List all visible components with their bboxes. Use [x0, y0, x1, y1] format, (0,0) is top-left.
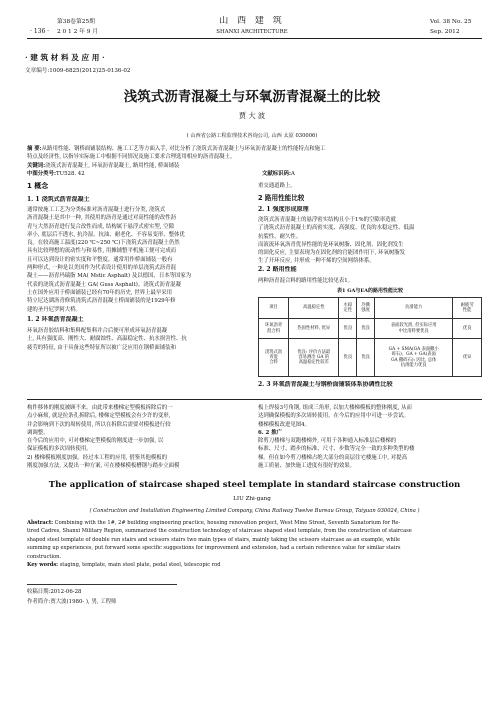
table-cell: 优良: [453, 319, 482, 339]
heading-1-1: 1. 1 浇筑式沥青混凝土: [27, 196, 90, 203]
abstract-line: 特点及经济性, 以指导实际施工中根据不同情况及施工要求合理选用相应的沥青混凝土。: [27, 154, 236, 161]
article-number: 文章编号:1009-6825(2012)25-0136-02: [25, 68, 131, 74]
table-cell: GA + SMA(GA 表面撒小 碎石)、GA + GA(表面 GA 撒碎石): 因比, 总体 抗滑能力优良: [375, 339, 453, 377]
keywords-cn: 浇筑式沥青混凝土, 环氧沥青混凝土, 路用性能, 桥面铺装: [45, 162, 180, 169]
table-cell: 表面较光滑, 但实际应用 中比清料要优良: [375, 319, 453, 339]
abstract-cn: [27, 145, 482, 170]
section-label: · 建 筑 材 料 及 应 用 ·: [25, 53, 105, 62]
table-header-cell: 高温稳定性: [289, 298, 339, 319]
received-date: 收稿日期:2012-06-28: [27, 589, 82, 595]
abstract-line: 从路用性能、钢桥面铺装结构、施工工艺等方面入手, 对比分析了浇筑式沥青混凝土与环氧沥青混凝土的性能特点和施工: [41, 146, 326, 152]
table-cell: 优良: [357, 319, 375, 339]
table-cell: 浇筑式沥 青混 合料: [259, 339, 289, 377]
table-cell: 优良: [357, 339, 375, 377]
paragraph-epoxy: 环氧沥青胶结料和集料配集料并合后便可形成环氧沥青混凝 土, 具有强度高、刚性大、耐腐蚀性、高温稳定性、抗水损害性、抗 疲劳的特征, 由于具备这些特征所以被广泛应用在钢桥面铺装和: [27, 328, 187, 351]
keywords-label: 关键词:: [27, 162, 46, 169]
author-en: LIU Zhi-gang: [233, 496, 271, 502]
date-en: Sep. 2012: [430, 29, 460, 35]
heading-1-2: 1. 2 环氧沥青混凝土: [27, 316, 84, 323]
comparison-table: [258, 297, 482, 377]
article-title-en: The application of staircase shaped steel template in standard staircase construction: [48, 480, 461, 490]
clc-number: 中图分类号:TU528. 42: [27, 171, 85, 177]
volume-issue-cn: 第38卷第25期: [57, 19, 95, 25]
article-title-cn: 浅筑式沥青混凝土与环氧沥青混凝土的比较: [123, 89, 381, 105]
heading-2-2: 2. 2 路用性能: [258, 266, 297, 273]
journal-name-en: SHANXI ARCHITECTURE: [216, 29, 288, 35]
heading-2-1: 2. 1 强度形成原理: [258, 206, 309, 213]
keywords-en-label: Key words:: [27, 562, 59, 569]
formwork-text-left: 构件移体的刚度被顾不来。由此带来楼梯定型模板拆除后的一 点小麻烦, 就是拉条孔拆除后, 楼梯定型模板会有少许的变形, 并会影响到下次的周转使用, 所以在拆除后需要对模板进行较 调调整。 在今后的应用中, 可对楼梯定型模板的刚度进一步加强, 以 保证模板的多次周转使用。 2) 楼梯模板刚度加强。经过本工程的应用, 借鉴其他模板的 刚度加强方法, 又提出一种方案, 可在楼梯模板槽钢与踏步立面模: [27, 405, 180, 470]
table-row: [259, 339, 482, 377]
article-separator: [27, 399, 482, 400]
heading-1: 1 概念: [27, 182, 49, 190]
table-header-cell: 冷撕 强度: [357, 298, 375, 319]
table-cell: 优异: [453, 339, 482, 377]
table-caption: 表1 GA与EA的路用性能比较: [336, 288, 404, 294]
header-rule: [27, 38, 482, 39]
table-cell: 环氧沥青 混合料: [259, 319, 289, 339]
document-code: 文献标识码:A: [262, 171, 295, 177]
table-row: [259, 319, 482, 339]
heading-2: 2 路用性能比较: [258, 194, 305, 202]
abstract-en: Abstract: Combining with the 1#, 2# building engineering practice, housing renovation project, West Mine Street, Seventh Sanatorium for Re- tired Cadres, Shanxi Military Region, summarized the construction technology of staircase shaped steel template, from the construction of staircase shaped steel template of double run stairs and scissors stairs two main types of stairs, mainly taking the scissors staircase as an example, while summing up experiences, put forward some specific suggestions for improvement and extension, had a certain reference value for similar stairs construction. Key words: staging, template, main steel plate, pedal steel, telescopic rod: [27, 520, 412, 569]
affiliation-en: ( Construction and Installation Engineering Limited Company, China Railway Twelve Bureau Group, Taiyuan 030024, China ): [89, 508, 420, 514]
formwork-text-right: 板上焊接3号角钢, 组成三角形, 以加大楼梯模板的整体刚度, 从而 达到确保模板的多次周转使用。在今后的应用中可进一步尝试。 楼梯模板改进见图4。 6. 2 推广 除剪刀楼梯与双跑楼梯外, 可用于各种通入标准层后楼梯的 标准、尺寸、踏步的标准、尺寸、步数等完全一致的多种类型的楼 梯。但在如今剪刀楼梯占绝大部分的高层住宅楼施工中, 对提高 施工质量、加快施工进度有很好的效果。: [258, 405, 415, 470]
table-header-cell: 抗滑能力: [375, 298, 453, 319]
table-header-cell: 水稳 定性: [339, 298, 357, 319]
table-cell: 热固性材料, 优异: [289, 319, 339, 339]
table-header-cell: 项目: [259, 298, 289, 319]
table-header-cell: 耐疲劳 性能: [453, 298, 482, 319]
abstract-en-label: Abstract:: [27, 520, 54, 526]
keywords-en: staging, template, main steel plate, pedal steel, telescopic rod: [58, 562, 221, 569]
table-cell: 优良: 评价方法最 容易测出 GA 的 高温稳定性较差: [289, 339, 339, 377]
author-bio: 作者简介:贾大波(1980- ), 男, 工程师: [27, 599, 117, 605]
footnote-rule: [27, 584, 177, 585]
paragraph-continued: 重交通道路上。: [258, 183, 296, 189]
page-number: · 136 ·: [30, 28, 50, 35]
volume-issue-en: Vol. 38 No. 25: [430, 19, 472, 25]
table-header-row: [259, 298, 482, 319]
journal-name-cn: 山 西 建 筑: [219, 16, 285, 26]
paragraph-gussasphalt: 通常按施工工艺为分类标准对沥青混凝土进行分类, 浇筑式 沥青混凝土是其中一种, 其使用的沥青是通过对高性能的改性沥 青与大然沥青进行复合改性而成, 结构属于悬浮式密实型, 空隙 率小, 底层后不透水, 抗冷湿、抗油、耐老化、不容易变形、整体优 良。在较高施工温度(220 ℃~250 ℃)下浇筑式沥青混凝土仍然 具有比较理想的流动性与和易性, 用摊铺整平机施工便可完成而 且可以达到设计的密实度和平整度。通常用作桥面铺装一般有 两种形式, 一种是以美国作为代表设计使用的单层浇筑式沥青混 凝土——沥青玛瑞脂 MA( Mstic Asphalt) 及以德国、日本等国家为 代表的浇筑式沥青混凝土 GA( Guss Asphalt)。浇筑式沥青混凝 土在国外应用于桥面铺装已经有70年的历史, 世界上最早采用 特立尼达湖沥青修筑浇筑式沥青混凝土桥面铺装的是1929年修 建的圣丹尼罗阿大桥。: [27, 207, 192, 313]
paragraph-strength: 浇筑式沥青混凝土的悬浮密实结构且小于1%的空隙率造就 了浇筑式沥青混凝土的高密实度、高强度、优良的水稳定性、低温 抗裂性、耐久性。 而液流环氧沥青优异性能的是环氧树脂、固化剂、固化剂发生 的固化反应, 主要表现为在固化剂的官能团作用下, 环氧树脂发 生了开环反应, 并形成一种不烯的空间网络体系。: [258, 217, 415, 265]
paragraph-table-ref: 两种沥青混合料的路用性能比较见表1。: [258, 278, 354, 284]
date-cn: 2 0 1 2 年 9 月: [57, 29, 99, 35]
affiliation-cn: ( 山西省公路工程监理技术咨询公司, 山西 太原 030006): [186, 133, 318, 139]
heading-2-3: 2. 3 环氧沥青混凝土与钢桥面铺装体系协调性比较: [258, 381, 393, 388]
table-cell: 优良: [339, 319, 357, 339]
abstract-label: 摘 要:: [27, 146, 42, 152]
table-cell: 优良: [339, 339, 357, 377]
author-cn: 贾 大 波: [238, 111, 266, 120]
